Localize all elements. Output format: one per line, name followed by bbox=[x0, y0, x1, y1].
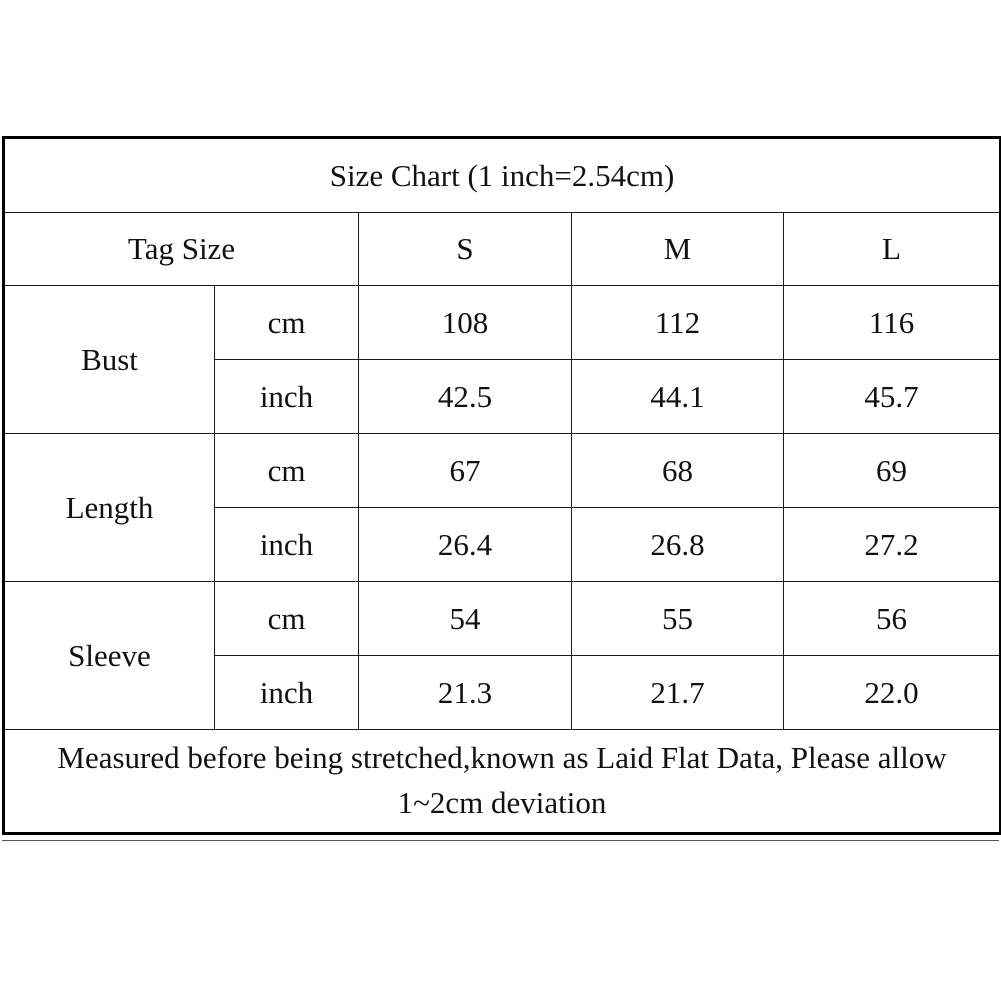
value-cell: 26.8 bbox=[572, 508, 784, 582]
table-row bbox=[4, 582, 1001, 656]
value-cell: 26.4 bbox=[359, 508, 572, 582]
value-cell: 69 bbox=[784, 434, 1001, 508]
table-title: Size Chart (1 inch=2.54cm) bbox=[4, 138, 1001, 213]
unit-cell: inch bbox=[215, 656, 359, 730]
value-cell: 116 bbox=[784, 286, 1001, 360]
header-row bbox=[4, 213, 1001, 286]
size-header-s: S bbox=[359, 213, 572, 286]
value-cell: 108 bbox=[359, 286, 572, 360]
value-cell: 55 bbox=[572, 582, 784, 656]
value-cell: 21.7 bbox=[572, 656, 784, 730]
value-cell: 45.7 bbox=[784, 360, 1001, 434]
value-cell: 68 bbox=[572, 434, 784, 508]
size-chart-table bbox=[2, 136, 1001, 835]
value-cell: 44.1 bbox=[572, 360, 784, 434]
value-cell: 54 bbox=[359, 582, 572, 656]
footer-row bbox=[4, 730, 1001, 834]
value-cell: 56 bbox=[784, 582, 1001, 656]
tag-size-header: Tag Size bbox=[4, 213, 359, 286]
unit-cell: cm bbox=[215, 582, 359, 656]
size-header-m: M bbox=[572, 213, 784, 286]
title-row bbox=[4, 138, 1001, 213]
value-cell: 67 bbox=[359, 434, 572, 508]
table-row bbox=[4, 434, 1001, 508]
size-chart-sheet bbox=[0, 132, 1001, 842]
value-cell: 112 bbox=[572, 286, 784, 360]
measure-label-bust: Bust bbox=[4, 286, 215, 434]
unit-cell: inch bbox=[215, 360, 359, 434]
unit-cell: cm bbox=[215, 286, 359, 360]
unit-cell: inch bbox=[215, 508, 359, 582]
size-header-l: L bbox=[784, 213, 1001, 286]
value-cell: 21.3 bbox=[359, 656, 572, 730]
value-cell: 42.5 bbox=[359, 360, 572, 434]
bottom-divider bbox=[2, 840, 999, 841]
value-cell: 22.0 bbox=[784, 656, 1001, 730]
table-row bbox=[4, 286, 1001, 360]
unit-cell: cm bbox=[215, 434, 359, 508]
footer-note: Measured before being stretched,known as Laid Flat Data, Please allow 1~2cm deviation bbox=[4, 730, 1001, 834]
measure-label-sleeve: Sleeve bbox=[4, 582, 215, 730]
measure-label-length: Length bbox=[4, 434, 215, 582]
value-cell: 27.2 bbox=[784, 508, 1001, 582]
